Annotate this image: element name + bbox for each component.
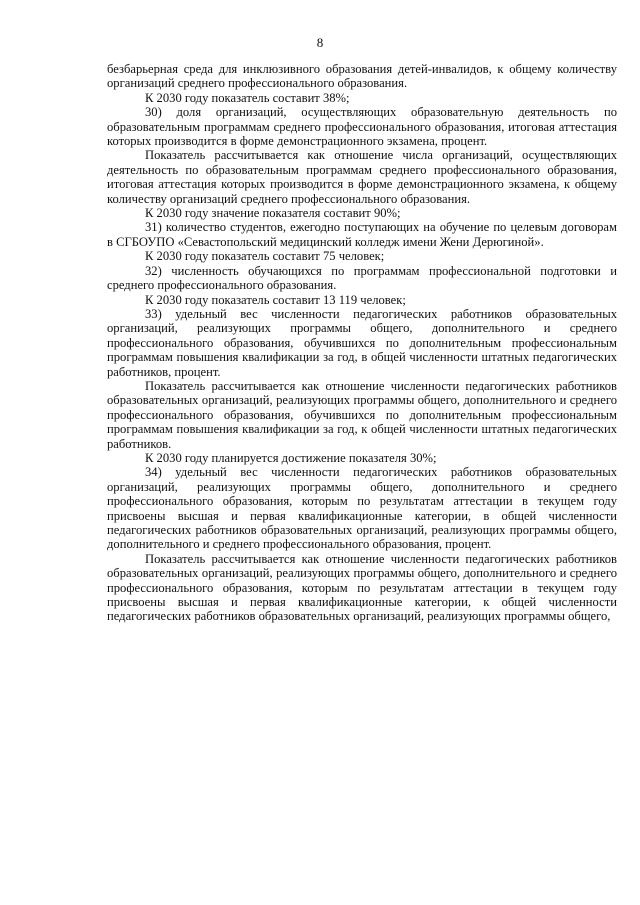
paragraph-continuation: безбарьерная среда для инклюзивного образования детей-инвалидов, к общему количеству организаций среднего профессионального образования. [107,62,617,91]
paragraph-indicator-34-calculation: Показатель рассчитывается как отношение численности педагогических работников образовательных организаций, реализующих программы общего, дополнительного и среднего профессионального образования, которым по результатам аттестации в текущем году присвоены высшая и первая квалификационные категории, к общей численности педагогических работников образовательных организаций, реализующих программы общего, [107,551,617,624]
paragraph-target-90: К 2030 году значение показателя составит 90%; [145,206,401,221]
paragraph-target-38: К 2030 году показатель составит 38%; [145,90,350,105]
paragraph-indicator-31: 31) количество студентов, ежегодно поступающих на обучение по целевым договорам в СГБОУПО «Севастопольский медицинский колледж имени Жени Дерюгиной». [107,220,617,249]
paragraph-indicator-33: 33) удельный вес численности педагогических работников образовательных организаций, реализующих программы общего, дополнительного и среднего профессионального образования, обучившихся по дополнительным профессиональным программам повышения квалификации за год, в общей численности штатных педагогических работников, процент. [107,306,617,379]
paragraph-indicator-30-calculation: Показатель рассчитывается как отношение числа организаций, осуществляющих деятельность по образовательным программам среднего профессионального образования, итоговая аттестация которых производится в форме демонстрационного экзамена, к общему количеству организаций среднего профессионального образования. [107,148,617,206]
page-number: 8 [316,35,324,50]
paragraph-indicator-32: 32) численность обучающихся по программам профессиональной подготовки и среднего профессионального образования. [107,263,617,293]
paragraph-indicator-34: 34) удельный вес численности педагогических работников образовательных организаций, реализующих программы общего, дополнительного и среднего профессионального образования, которым по результатам аттестации в текущем году присвоены высшая и первая квалификационные категории, в общей численности педагогических работников образовательных организаций, реализующих программы общего, дополнительного и среднего профессионального образования, процент. [107,465,617,552]
document-body [107,62,617,624]
paragraph-indicator-30: 30) доля организаций, осуществляющих образовательную деятельность по образовательным программам среднего профессионального образования, итоговая аттестация которых производится в форме демонстрационного экзамена, процент. [107,105,617,149]
paragraph-indicator-33-calculation: Показатель рассчитывается как отношение численности педагогических работников образовательных организаций, реализующих программы общего, дополнительного и среднего профессионального образования, обучившихся по дополнительным профессиональным программам повышения квалификации за год, к общей численности штатных педагогических работников. [107,378,617,451]
paragraph-target-13119: К 2030 году показатель составит 13 119 человек; [145,292,406,307]
paragraph-target-75: К 2030 году показатель составит 75 человек; [145,249,385,264]
paragraph-target-30: К 2030 году планируется достижение показателя 30%; [145,450,437,465]
